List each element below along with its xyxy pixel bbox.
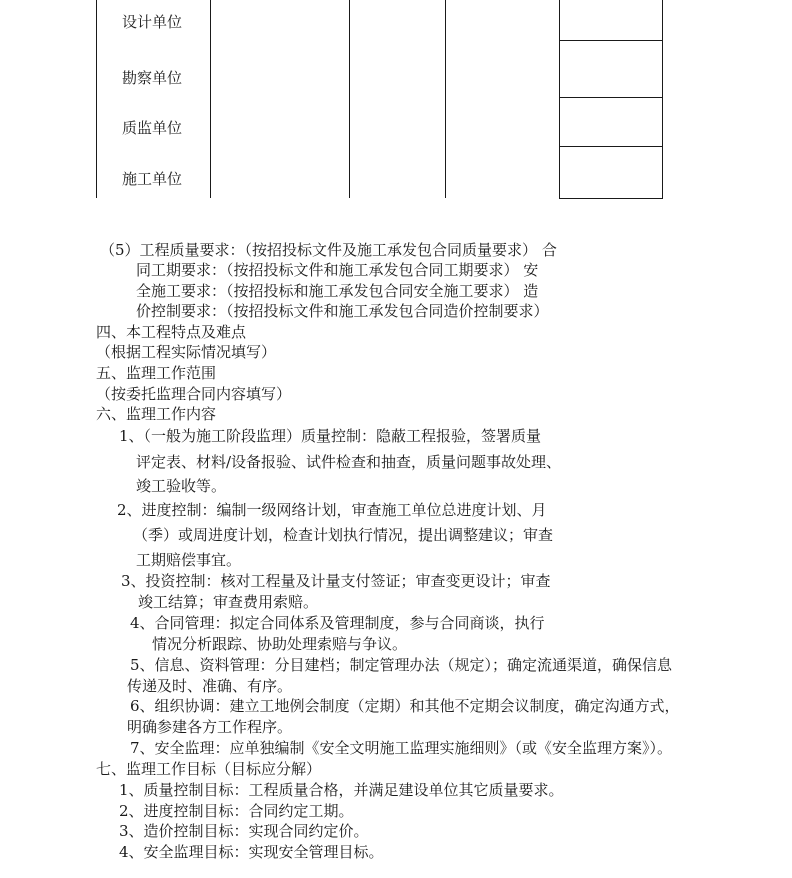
- table-column-divider: [349, 0, 350, 198]
- work-item-line: 3、投资控制：核对工程量及计量支付签证；审查变更设计；审查: [121, 572, 551, 590]
- work-item-line: 1、（一般为施工阶段监理）质量控制：隐蔽工程报验，签署质量: [119, 427, 542, 445]
- section-heading: 七、监理工作目标（目标应分解）: [96, 760, 322, 778]
- table-border-right: [662, 0, 663, 198]
- work-item-line: 评定表、材料/设备报验、试件检查和抽查，质量问题事故处理、: [136, 453, 562, 471]
- section-note: （根据工程实际情况填写）: [96, 343, 277, 361]
- work-item-line: 7、安全监理：应单独编制《安全文明施工监理实施细则》（或《安全监理方案》）。: [130, 739, 673, 757]
- quality-requirement-line: （5）工程质量要求：（按招投标文件及施工承发包合同质量要求） 合: [100, 241, 557, 259]
- table-row-label: 施工单位: [122, 170, 183, 188]
- table-row-label: 设计单位: [122, 13, 183, 31]
- section-heading: 四、本工程特点及难点: [96, 323, 247, 341]
- work-item-line: 工期赔偿事宜。: [136, 551, 242, 569]
- table-row-divider: [559, 40, 663, 41]
- work-item-line: 6、组织协调：建立工地例会制度（定期）和其他不定期会议制度，确定沟通方式，: [130, 697, 680, 715]
- work-item-line: 情况分析跟踪、协助处理索赔与争议。: [152, 635, 408, 653]
- table-row-divider: [559, 198, 663, 199]
- table-column-divider: [559, 0, 560, 198]
- table-border-left: [96, 0, 97, 198]
- work-item-line: 传递及时、准确、有序。: [127, 677, 293, 695]
- table-column-divider: [445, 0, 446, 198]
- work-item-line: 4、合同管理：拟定合同体系及管理制度，参与合同商谈，执行: [130, 614, 545, 632]
- work-item-line: 2、进度控制：编制一级网络计划，审查施工单位总进度计划、月: [117, 501, 547, 519]
- table-row-divider: [559, 146, 663, 147]
- table-row-label: 勘察单位: [122, 69, 183, 87]
- table-row-label: 质监单位: [122, 119, 183, 137]
- goal-item-line: 3、造价控制目标：实现合同约定价。: [119, 822, 369, 840]
- goal-item-line: 4、安全监理目标：实现安全管理目标。: [119, 843, 384, 861]
- work-item-line: 竣工验收等。: [136, 477, 227, 495]
- work-item-line: 5、信息、资料管理：分目建档；制定管理办法（规定）；确定流通渠道，确保信息: [130, 656, 673, 674]
- work-item-line: （季）或周进度计划，检查计划执行情况，提出调整建议；审查: [133, 526, 554, 544]
- work-item-line: 竣工结算；审查费用索赔。: [138, 593, 319, 611]
- cost-requirement-line: 价控制要求：（按招投标文件和施工承发包合同造价控制要求）: [136, 302, 549, 320]
- table-row-divider: [559, 97, 663, 98]
- schedule-requirement-line: 同工期要求：（按招投标文件和施工承发包合同工期要求） 安: [136, 261, 539, 279]
- safety-requirement-line: 全施工要求：（按招投标和施工承发包合同安全施工要求） 造: [136, 282, 539, 300]
- table-column-divider: [210, 0, 211, 198]
- work-item-line: 明确参建各方工作程序。: [127, 718, 293, 736]
- goal-item-line: 2、进度控制目标：合同约定工期。: [119, 802, 354, 820]
- section-note: （按委托监理合同内容填写）: [96, 385, 292, 403]
- goal-item-line: 1、质量控制目标：工程质量合格，并满足建设单位其它质量要求。: [119, 781, 564, 799]
- section-heading: 五、监理工作范围: [96, 364, 217, 382]
- section-heading: 六、监理工作内容: [96, 405, 217, 423]
